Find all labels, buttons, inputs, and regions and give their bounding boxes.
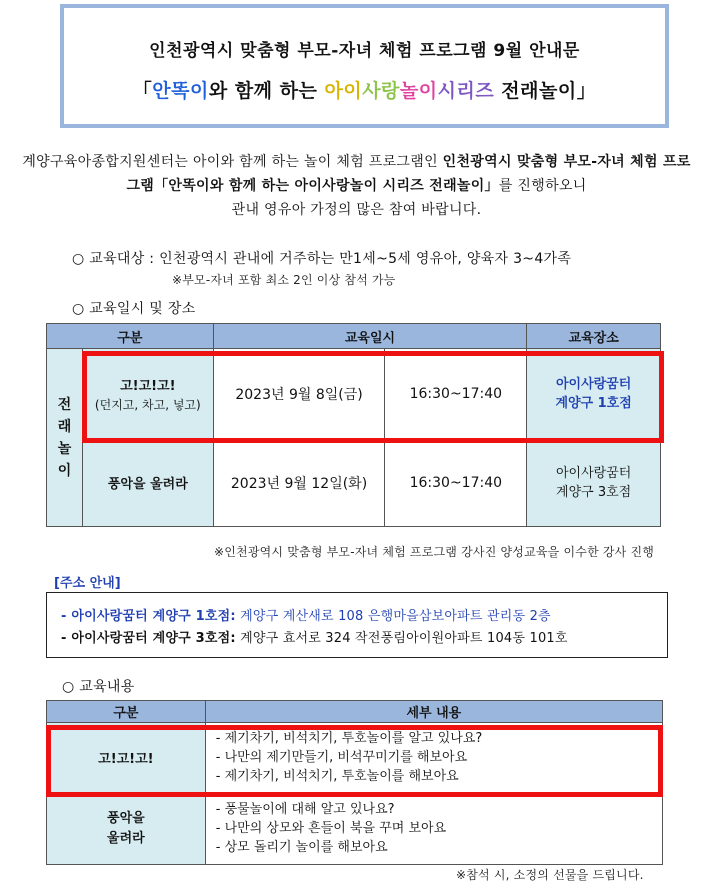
intro-text-2: 를 진행하오니 (498, 178, 587, 194)
header-category: 구분 (47, 324, 214, 349)
address-title: [주소 안내] (54, 576, 121, 591)
detail-item: - 나만의 상모와 흔들이 북을 꾸며 보아요 (215, 821, 447, 836)
title-rainbow-1: 아이 (324, 80, 363, 102)
date-cell: 2023년 9월 8일(금) (213, 349, 385, 439)
target-line: ○ 교육대상 : 인천광역시 관내에 거주하는 만1세~5세 영유아, 양육자 3~4가족 (72, 251, 572, 267)
address-item-2 (61, 627, 568, 646)
address-value: 계양구 계산새로 108 은행마을삼보아파트 관리동 2층 (235, 609, 551, 624)
time-cell: 16:30~17:40 (385, 349, 527, 439)
intro-paragraph (20, 150, 693, 222)
detail-item: - 제기차기, 비석치기, 투호놀이를 해보아요 (215, 769, 459, 784)
address-label: - 아이사랑꿈터 계양구 1호점: (61, 609, 236, 624)
schedule-heading: ○ 교육일시 및 장소 (72, 301, 196, 317)
header-category: 구분 (47, 701, 206, 723)
target-note: ※부모-자녀 포함 최소 2인 이상 참석 가능 (172, 273, 396, 287)
place-line2: 계양구 3호점 (556, 484, 632, 500)
address-item-1 (61, 605, 551, 624)
content-footnote: ※참석 시, 소정의 선물을 드립니다. (456, 868, 644, 882)
detail-item: - 풍물놀이에 대해 알고 있나요? (215, 802, 395, 817)
intro-text-1: 계양구육아종합지원센터는 아이와 함께 하는 놀이 체험 프로그램인 (22, 154, 443, 170)
header-place: 교육장소 (527, 324, 661, 349)
time-cell: 16:30~17:40 (385, 439, 527, 527)
address-value: 계양구 효서로 324 작전풍림아이원아파트 104동 101호 (235, 631, 568, 646)
title-end: 전래놀이」 (494, 80, 597, 102)
title-character-name: 안똑이 (152, 80, 209, 102)
place-cell (527, 439, 661, 527)
program-sub: (던지고, 차고, 넣고) (94, 397, 201, 412)
date-cell: 2023년 9월 12일(화) (213, 439, 385, 527)
content-detail-cell (205, 793, 662, 865)
program-name: 고!고!고! (120, 378, 176, 394)
title-box (60, 4, 669, 128)
document-title: 인천광역시 맞춤형 부모-자녀 체험 프로그램 9월 안내문 (149, 41, 580, 61)
table-row (47, 793, 663, 865)
content-header-row (47, 701, 663, 723)
address-box (46, 592, 668, 658)
detail-item: - 나만의 제기만들기, 비석꾸미기를 해보아요 (215, 750, 468, 765)
highlight-box-schedule (82, 351, 664, 443)
place-line2: 계양구 1호점 (555, 395, 632, 411)
detail-item: - 상모 돌리기 놀이를 해보아요 (215, 840, 388, 855)
group-label: 전 래 놀 이 (47, 349, 83, 527)
title-rainbow-4: 시리즈 (437, 80, 495, 102)
program-name: 풍악을 울려라 (82, 439, 213, 527)
intro-program-name: 인천광역시 맞춤형 부모-자녀 체험 프로그램「안똑이와 함께 하는 아이사랑놀이 시리즈 전래놀이」 (126, 154, 691, 194)
table-row (47, 439, 661, 527)
title-bracket-open: 「 (132, 80, 153, 102)
title-rainbow-3: 놀이 (399, 80, 438, 102)
content-program-name: 풍악을 울려라 (47, 793, 206, 865)
header-detail: 세부 내용 (205, 701, 662, 723)
place-line1: 아이사랑꿈터 (555, 376, 632, 392)
schedule-header-row (47, 324, 661, 349)
highlight-box-content (46, 725, 663, 797)
schedule-footnote: ※인천광역시 맞춤형 부모-자녀 체험 프로그램 강사진 양성교육을 이수한 강사 진행 (214, 545, 655, 559)
program-title (64, 76, 665, 103)
address-label: - 아이사랑꿈터 계양구 3호점: (61, 631, 236, 646)
title-rainbow-2: 사랑 (362, 80, 400, 102)
header-datetime: 교육일시 (213, 324, 527, 349)
place-line1: 아이사랑꿈터 (555, 465, 632, 481)
intro-text-3: 관내 영유아 가정의 많은 참여 바랍니다. (231, 202, 482, 218)
detail-item: - 제기차기, 비석치기, 투호놀이를 알고 있나요? (215, 731, 483, 746)
content-program-name: 고!고!고! (47, 723, 206, 793)
content-heading: ○ 교육내용 (62, 679, 135, 695)
title-mid: 와 함께 하는 (208, 80, 325, 102)
